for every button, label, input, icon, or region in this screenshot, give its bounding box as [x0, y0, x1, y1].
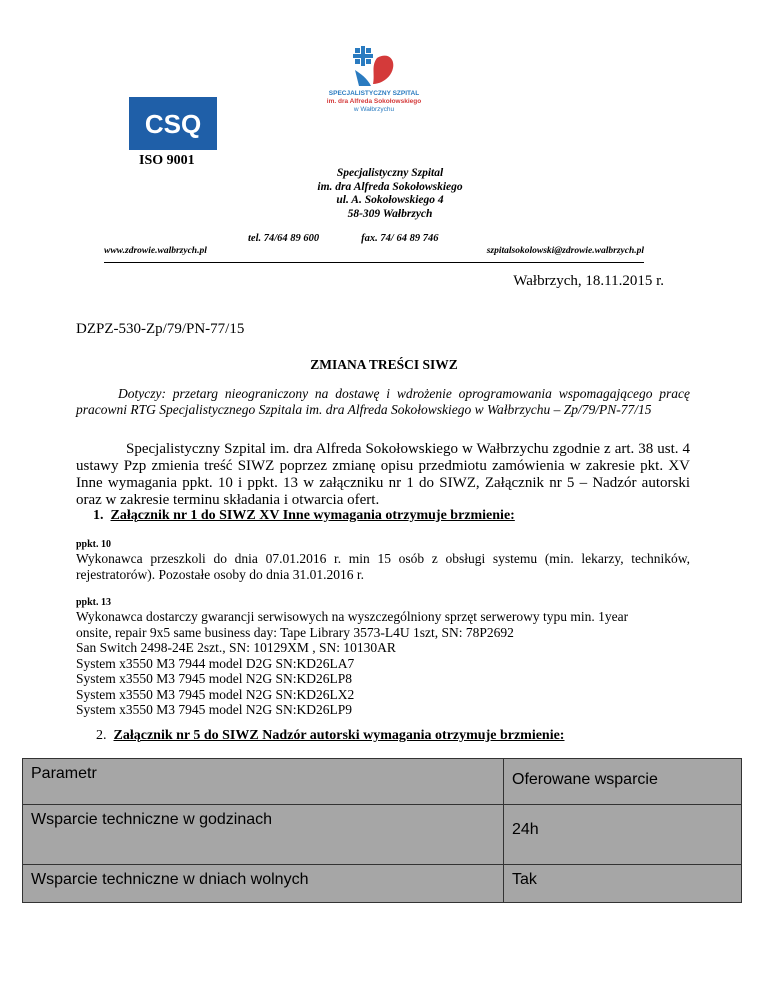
website-link[interactable]: www.zdrowie.walbrzych.pl — [104, 246, 207, 256]
document-subject — [76, 386, 690, 418]
csq-logo — [129, 97, 217, 150]
section-1-number: 1. — [93, 508, 104, 523]
hospital-logo-line1: SPECJALISTYCZNY SZPITAL — [328, 90, 420, 97]
address-line: ul. A. Sokołowskiego 4 — [336, 194, 444, 206]
address-line: 58-309 Wałbrzych — [347, 207, 433, 220]
table-row — [23, 805, 742, 865]
ppkt13-line: System x3550 M3 7945 model N2G SN:KD26LP8 — [76, 671, 353, 686]
section-1-heading — [93, 508, 515, 524]
phone-number: tel. 74/64 89 600 — [248, 233, 320, 244]
table-cell: 24h — [504, 805, 742, 865]
document-body — [76, 441, 690, 509]
table-cell: Wsparcie techniczne w godzinach — [23, 805, 504, 865]
ppkt13-line: San Switch 2498-24E 2szt., SN: 10129XM , SN: 10130AR — [76, 640, 396, 655]
table-header-cell: Parametr — [23, 759, 504, 805]
support-table — [22, 758, 742, 903]
hospital-logo-line3: w Wałbrzychu — [353, 106, 395, 113]
table-row — [23, 865, 742, 903]
section-2-number: 2. — [96, 728, 107, 743]
body-text: Specjalistyczny Szpital im. dra Alfreda Sokołowskiego w Wałbrzychu zgodnie z art. 38 ust. 4 ustawy Pzp zmienia treść SIWZ poprzez zmianę opisu przedmiotu zamówienia w zakresie pkt. XV Inne wymagania ppkt. 10 i ppkt. 13 w załączniku nr 1 do SIWZ, Załącznik nr 5 – Nadzór autorski oraz w zakresie terminu składania i otwarcia ofert. — [76, 441, 690, 508]
header-divider — [104, 262, 644, 263]
ppkt13-line: System x3550 M3 7945 model N2G SN:KD26LX2 — [76, 686, 355, 702]
contact-line — [248, 233, 480, 244]
document-title: ZMIANA TREŚCI SIWZ — [310, 357, 458, 372]
ppkt13-label: ppkt. 13 — [76, 597, 112, 608]
ppkt13-line: onsite, repair 9x5 same business day: Tape Library 3573-L4U 1szt, SN: 78P2692 — [76, 624, 514, 640]
ppkt13-list — [76, 609, 690, 718]
email-link[interactable]: szpitalsokolowski@zdrowie.walbrzych.pl — [486, 246, 644, 256]
section-2-heading — [96, 728, 564, 744]
ppkt10-text: Wykonawca przeszkoli do dnia 07.01.2016 r. min 15 osób z obsługi systemu (min. lekarzy, techników, rejestratorów). Pozostałe osoby do dnia 31.01.2016 r. — [76, 551, 690, 582]
hospital-logo-line2: im. dra Alfreda Sokołowskiego — [326, 98, 422, 105]
ppkt13-line: System x3550 M3 7945 model N2G SN:KD26LP9 — [76, 702, 353, 717]
document-date: Wałbrzych, 18.11.2015 r. — [513, 273, 664, 289]
hospital-address — [200, 167, 580, 221]
fax-number: fax. 74/ 64 89 746 — [361, 233, 439, 244]
ppkt13-line: Wykonawca dostarczy gwarancji serwisowych na wyszczególniony sprzęt serwerowy typu min. 1year — [76, 609, 629, 624]
hospital-logo — [314, 44, 434, 114]
ppkt13-line: System x3550 M3 7944 model D2G SN:KD26LA7 — [76, 655, 355, 671]
hospital-emblem-icon — [351, 44, 397, 90]
address-line: Specjalistyczny Szpital — [336, 167, 444, 179]
table-cell: Wsparcie techniczne w dniach wolnych — [23, 865, 504, 903]
document-reference: DZPZ-530-Zp/79/PN-77/15 — [76, 321, 245, 337]
subject-text: Dotyczy: przetarg nieograniczony na dostawę i wdrożenie oprogramowania wspomagającego pracę pracowni RTG Specjalistycznego Szpitala im. dra Alfreda Sokołowskiego w Wałbrzychu – Zp/79/PN-77/15 — [76, 386, 690, 417]
table-header-cell: Oferowane wsparcie — [504, 759, 742, 805]
section-2-text: Załącznik nr 5 do SIWZ Nadzór autorski wymagania otrzymuje brzmienie: — [113, 728, 565, 743]
iso-label: ISO 9001 — [139, 153, 195, 168]
table-cell: Tak — [504, 865, 742, 903]
csq-logo-text: CSQ — [144, 109, 202, 139]
address-line: im. dra Alfreda Sokołowskiego — [317, 180, 463, 193]
table-header-row — [23, 759, 742, 805]
ppkt10-label: ppkt. 10 — [76, 539, 112, 550]
section-1-text: Załącznik nr 1 do SIWZ XV Inne wymagania otrzymuje brzmienie: — [110, 508, 515, 523]
